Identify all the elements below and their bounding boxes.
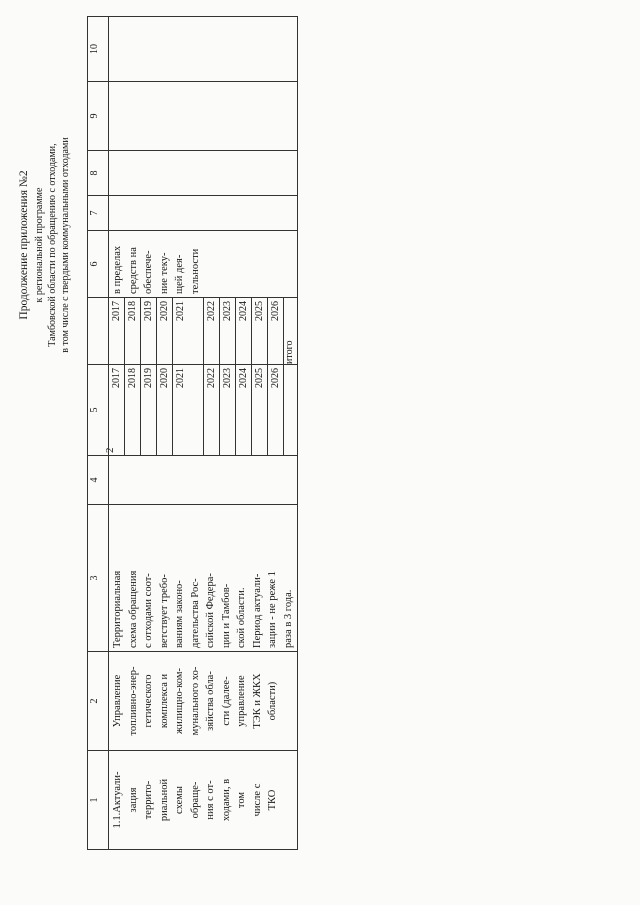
cell-years-b [109,298,298,365]
col-header-1: 1 [88,751,109,850]
year-b-3: 2020 [157,298,173,364]
year-b-5: 2022 [204,298,220,364]
col-header-2: 2 [88,652,109,751]
cell-executor: Управление топливно-энер- гетического комплекса и жилищно-ком- мунального хо- зяйства обла- сти (далее- управление ТЭК и ЖКХ области) [109,652,298,751]
cell-measure: 1.1.Актуали- зация террито- риальной схемы обраще- ния с от- ходами, в том числе с ТКО [109,751,298,850]
year-b-6: 2023 [220,298,236,364]
year-b-8: 2025 [252,298,268,364]
year-a-5: 2022 [204,365,220,455]
column-header-row [88,17,109,850]
year-b-0: 2017 [109,298,125,364]
col-header-6a [88,298,109,365]
col-header-9: 9 [88,82,109,151]
year-b-9: 2026 [268,298,284,364]
cell-col10 [109,17,298,82]
year-b-7: 2024 [236,298,252,364]
program-table [87,16,298,850]
appendix-subtitle-2: Тамбовской области по обращению с отходами, [47,143,58,347]
cell-years-a [109,365,298,456]
table-row [109,17,298,850]
cell-col7 [109,196,298,231]
page-number: 2 [104,447,116,453]
year-a-4: 2021 [173,365,204,455]
year-a-6: 2023 [220,365,236,455]
cell-col8 [109,151,298,196]
year-a-7: 2024 [236,365,252,455]
cell-funding-source: в пределах средств на обеспече- ние теку- щей дея- тельности [109,231,298,298]
col-header-5: 5 [88,365,109,456]
col-header-7: 7 [88,196,109,231]
col-header-10: 10 [88,17,109,82]
year-a-3: 2020 [157,365,173,455]
itogo-label: итого [284,340,295,364]
appendix-title: Продолжение приложения №2 [18,170,30,320]
cell-col4 [109,456,298,505]
col-header-8: 8 [88,151,109,196]
col-header-6: 6 [88,231,109,298]
year-b-1: 2018 [125,298,141,364]
col-header-3: 3 [88,505,109,652]
appendix-subtitle-1: к региональной программе [34,187,45,303]
year-b-2: 2019 [141,298,157,364]
cell-result: Территориальная схема обращения с отходами соот- ветствует требо- ваниям законо- дательства Рос- сийской Федера- ции и Тамбов- ской области. Период актуали- зации - не реже 1 раза в 3 года. [109,505,298,652]
year-a-1: 2018 [125,365,141,455]
year-a-2: 2019 [141,365,157,455]
cell-col9 [109,82,298,151]
year-a-8: 2025 [252,365,268,455]
year-a-0: 2017 [109,365,125,455]
appendix-subtitle-3: в том числе с твердыми коммунальными отходами [60,137,71,353]
year-b-4: 2021 [173,298,204,364]
col-header-4: 4 [88,456,109,505]
year-a-9: 2026 [268,365,284,455]
